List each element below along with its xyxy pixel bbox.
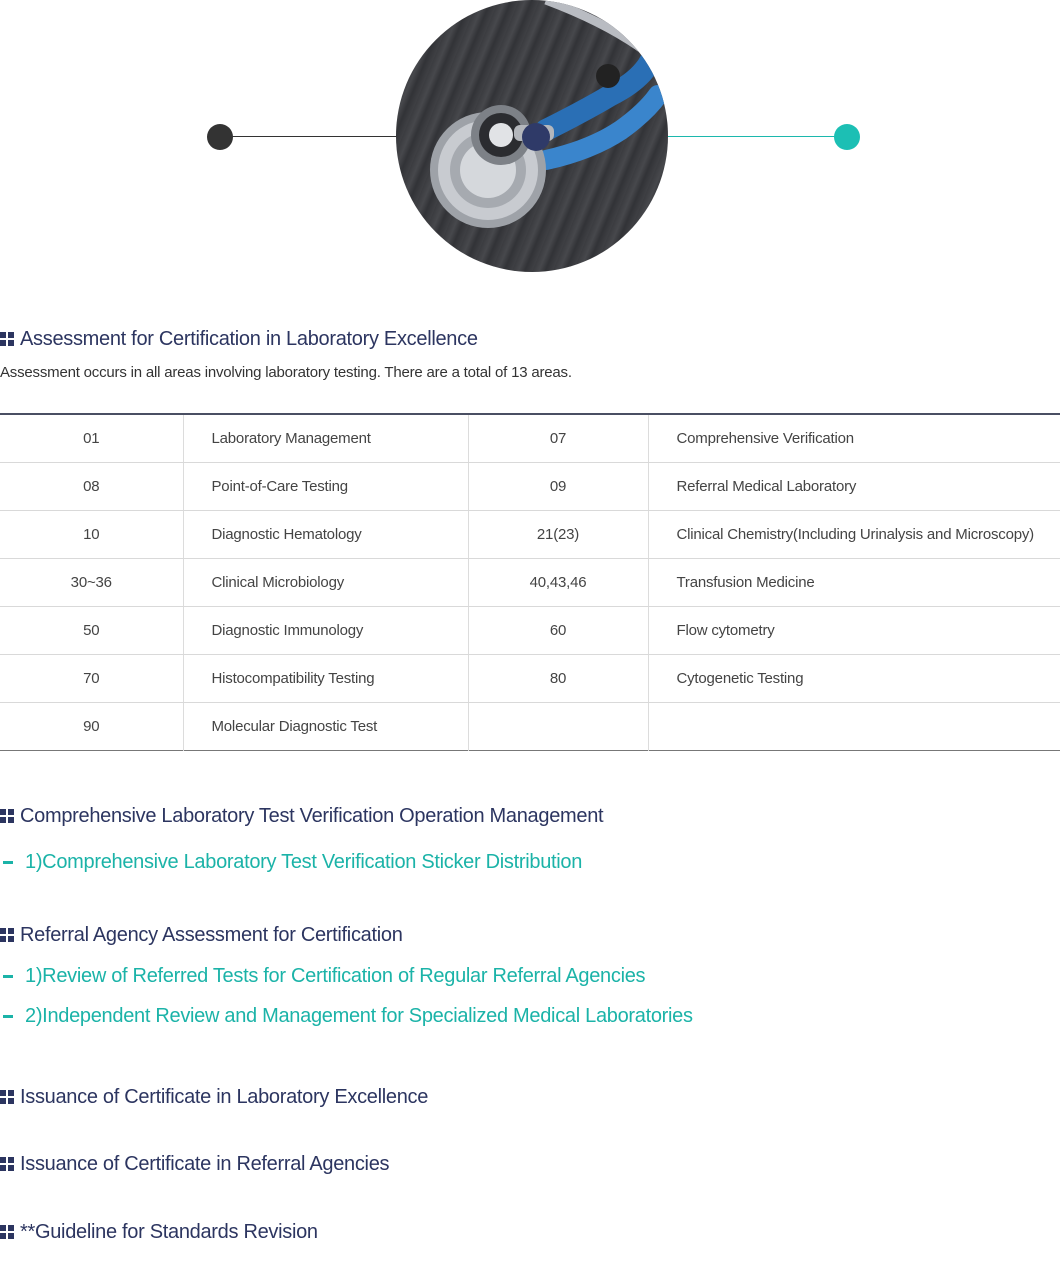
area-name: Laboratory Management: [183, 414, 468, 463]
area-name: Flow cytometry: [648, 607, 1060, 655]
area-name: Transfusion Medicine: [648, 559, 1060, 607]
section-heading-issuance-excellence[interactable]: [0, 1085, 428, 1109]
table-row: [0, 703, 1060, 751]
area-code: 08: [0, 463, 183, 511]
area-code: 21(23): [468, 511, 648, 559]
grid-bullet-icon: [0, 928, 14, 942]
grid-bullet-icon: [0, 1225, 14, 1239]
timeline-dot-right: [834, 124, 860, 150]
section-title: Comprehensive Laboratory Test Verification Operation Management: [20, 804, 604, 827]
table-row: [0, 607, 1060, 655]
grid-bullet-icon: [0, 1090, 14, 1104]
grid-bullet-icon: [0, 332, 14, 346]
area-code: 80: [468, 655, 648, 703]
area-code: 09: [468, 463, 648, 511]
section-title: Referral Agency Assessment for Certification: [20, 923, 403, 946]
area-name: Point-of-Care Testing: [183, 463, 468, 511]
area-name: Clinical Chemistry(Including Urinalysis and Microscopy): [648, 511, 1060, 559]
area-code: 10: [0, 511, 183, 559]
area-name: Referral Medical Laboratory: [648, 463, 1060, 511]
area-code: 50: [0, 607, 183, 655]
section-title: Assessment for Certification in Laboratory Excellence: [20, 327, 478, 350]
table-row: [0, 655, 1060, 703]
section-title[interactable]: **Guideline for Standards Revision: [20, 1220, 318, 1243]
section-heading-referral: [0, 923, 403, 947]
area-name: Comprehensive Verification: [648, 414, 1060, 463]
dash-bullet-icon: [3, 1015, 13, 1018]
section-title[interactable]: Issuance of Certificate in Laboratory Excellence: [20, 1085, 429, 1108]
link-label[interactable]: 1)Comprehensive Laboratory Test Verification Sticker Distribution: [25, 851, 583, 873]
dash-bullet-icon: [3, 861, 13, 864]
area-code: 01: [0, 414, 183, 463]
area-name: Diagnostic Hematology: [183, 511, 468, 559]
table-row: [0, 559, 1060, 607]
table-row: [0, 414, 1060, 463]
link-sticker-distribution[interactable]: [0, 851, 582, 874]
area-code: 30~36: [0, 559, 183, 607]
assessment-areas-table: [0, 413, 1060, 751]
section-description: Assessment occurs in all areas involving laboratory testing. There are a total of 13 areas.: [0, 364, 572, 381]
section-heading-assessment: [0, 327, 478, 351]
area-code: 07: [468, 414, 648, 463]
table-row: [0, 463, 1060, 511]
timeline-dot-left: [207, 124, 233, 150]
area-code: [468, 703, 648, 751]
link-label[interactable]: 2)Independent Review and Management for Specialized Medical Laboratories: [25, 1005, 693, 1027]
area-code: 40,43,46: [468, 559, 648, 607]
area-name: Histocompatibility Testing: [183, 655, 468, 703]
table-row: [0, 511, 1060, 559]
section-title[interactable]: Issuance of Certificate in Referral Agencies: [20, 1152, 390, 1175]
section-heading-comprehensive: [0, 804, 603, 828]
area-code: 90: [83, 718, 100, 735]
timeline-dot-center: [522, 123, 550, 151]
area-code: 60: [468, 607, 648, 655]
area-name: Clinical Microbiology: [183, 559, 468, 607]
grid-bullet-icon: [0, 1157, 14, 1171]
area-code: 70: [0, 655, 183, 703]
link-specialized-lab-review[interactable]: [0, 1005, 693, 1028]
link-label[interactable]: 1)Review of Referred Tests for Certification of Regular Referral Agencies: [25, 965, 646, 987]
area-name: [648, 703, 1060, 751]
dash-bullet-icon: [3, 975, 13, 978]
section-heading-issuance-referral[interactable]: [0, 1152, 389, 1176]
grid-bullet-icon: [0, 809, 14, 823]
area-name: Molecular Diagnostic Test: [183, 703, 468, 751]
area-name: Diagnostic Immunology: [183, 607, 468, 655]
hero-banner: [0, 0, 1060, 290]
link-regular-referral-review[interactable]: [0, 965, 645, 988]
area-name: Cytogenetic Testing: [648, 655, 1060, 703]
section-heading-guideline[interactable]: [0, 1220, 318, 1244]
